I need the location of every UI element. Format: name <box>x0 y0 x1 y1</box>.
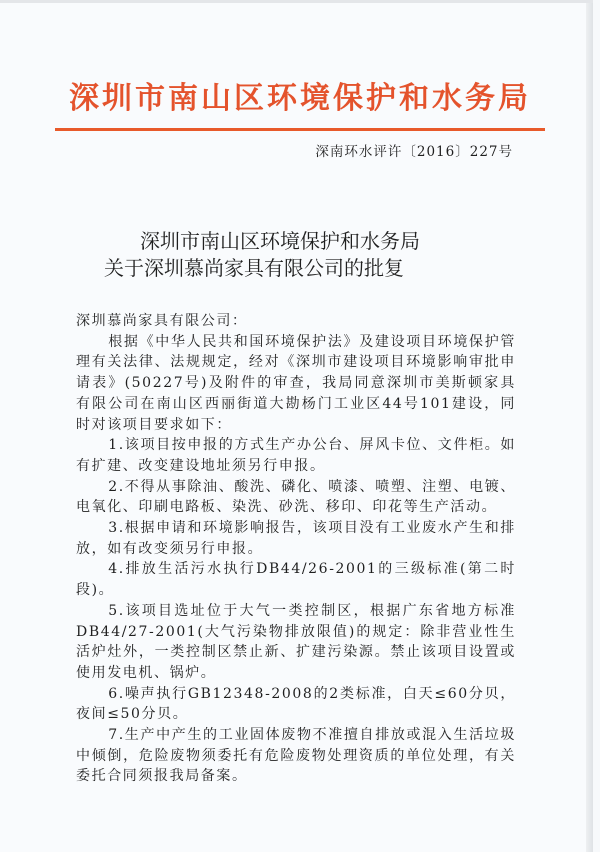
requirement-item-7: 7.生产中产生的工业固体废物不准擅自排放或混入生活垃圾中倾倒，危险废物须委托有危险废物处理资质的单位处理，有关委托合同须报我局备案。 <box>76 727 516 785</box>
document-title-line-2: 关于深圳慕尚家具有限公司的批复 <box>104 256 404 280</box>
requirement-item-2: 2.不得从事除油、酸洗、磷化、喷漆、喷塑、注塑、电镀、电氧化、印刷电路板、染洗、砂洗、移印、印花等生产活动。 <box>76 478 516 516</box>
requirement-item-4: 4.排放生活污水执行DB44/26-2001的三级标准(第二时段)。 <box>76 561 516 599</box>
document-number: 深南环水评许〔2016〕227号 <box>315 144 513 160</box>
document-title-line-1: 深圳市南山区环境保护和水务局 <box>140 229 420 253</box>
agency-masthead: 深圳市南山区环境保护和水务局 <box>69 81 531 116</box>
masthead-red-rule <box>55 128 545 131</box>
addressee: 深圳慕尚家具有限公司： <box>76 313 248 329</box>
requirement-item-3: 3.根据申请和环境影响报告，该项目没有工业废水产生和排放，如有改变须另行申报。 <box>76 520 516 557</box>
page-edge-shadow <box>586 3 593 852</box>
requirement-item-1: 1.该项目按申报的方式生产办公台、屏风卡位、文件柜。如有扩建、改变建设地址须另行申报。 <box>76 437 516 474</box>
requirement-item-6: 6.噪声执行GB12348-2008的2类标准，白天≤60分贝，夜间≤50分贝。 <box>76 685 516 723</box>
intro-paragraph: 根据《中华人民共和国环境保护法》及建设项目环境保护管理有关法律、法规规定，经对《深圳市建设项目环境影响审批申请表》(50227号)及附件的审查，我局同意深圳市美斯顿家具有限公司在南山区西丽街道大勘杨门工业区44号101建设，同时对该项目要求如下： <box>76 333 516 433</box>
requirement-item-5: 5.该项目选址位于大气一类控制区，根据广东省地方标准DB44/27-2001(大气污染物排放限值)的规定：除非营业性生活炉灶外，一类控制区禁止新、扩建污染源。禁止该项目设置或使用发电机、锅炉。 <box>76 602 516 681</box>
document-body <box>76 311 516 787</box>
